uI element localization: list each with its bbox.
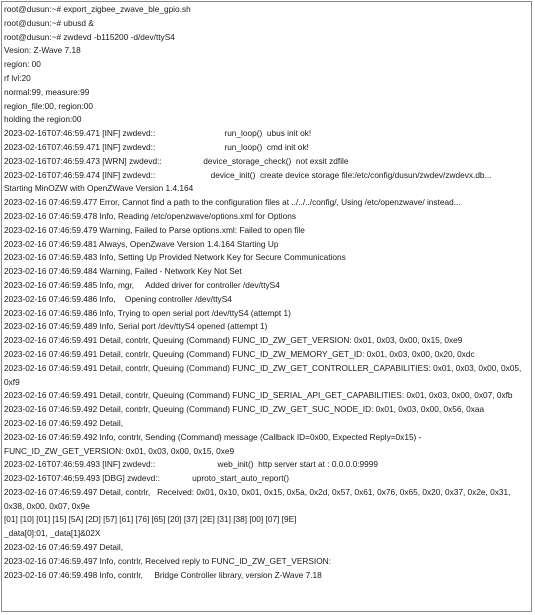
terminal-line: region_file:00, region:00: [4, 100, 94, 111]
terminal-line: 2023-02-16 07:46:59.477 Error, Cannot find a path to the configuration files at ../../../config/, Using /etc/openzwave/ instead...: [4, 197, 461, 208]
terminal-line: 0x38, 0x00, 0x07, 0x9e: [4, 500, 90, 511]
terminal-line: 2023-02-16 07:46:59.478 Info, Reading /etc/openzwave/options.xml for Options: [4, 210, 296, 221]
terminal-line: 2023-02-16T07:46:59.474 [INF] zwdevd:: device_init() create device storage file:/etc/config/dusun/zwdev/zwdevx.db...: [4, 169, 492, 180]
terminal-line: root@dusun:~# ubusd &: [4, 17, 94, 28]
terminal-line: normal:99, measure:99: [4, 86, 90, 97]
terminal-line: 2023-02-16 07:46:59.498 Info, contrlr, Bridge Controller library, version Z-Wave 7.18: [4, 569, 322, 580]
terminal-line: 2023-02-16 07:46:59.491 Detail, contrlr, Queuing (Command) FUNC_ID_ZW_GET_VERSION: 0x01, 0x03, 0x00, 0x15, 0xe9: [4, 335, 463, 346]
terminal-line: 0xf9: [4, 376, 20, 387]
terminal-line: [01] [10] [01] [15] [5A] [2D] [57] [61] [76] [65] [20] [37] [2E] [31] [38] [00] [07] [9E]: [4, 514, 297, 525]
terminal-line: 2023-02-16 07:46:59.497 Detail, contrlr, Received: 0x01, 0x10, 0x01, 0x15, 0x5a, 0x2d, 0x57, 0x61, 0x76, 0x65, 0x20, 0x37, 0x2e, 0x31,: [4, 486, 511, 497]
terminal-line: 2023-02-16 07:46:59.486 Info, Trying to open serial port /dev/ttyS4 (attempt 1): [4, 307, 291, 318]
terminal-line: Vesion: Z-Wave 7.18: [4, 45, 81, 56]
terminal-line: 2023-02-16 07:46:59.491 Detail, contrlr, Queuing (Command) FUNC_ID_ZW_GET_CONTROLLER_CAPABILITIES: 0x01, 0x03, 0x00, 0x05,: [4, 362, 522, 373]
terminal-line: 2023-02-16T07:46:59.493 [INF] zwdevd:: web_init() http server start at : 0.0.0.0:9999: [4, 459, 379, 470]
terminal-line: 2023-02-16 07:46:59.481 Always, OpenZwave Version 1.4.164 Starting Up: [4, 238, 279, 249]
terminal-line: 2023-02-16 07:46:59.492 Detail,: [4, 417, 124, 428]
terminal-line: 2023-02-16 07:46:59.491 Detail, contrlr, Queuing (Command) FUNC_ID_ZW_MEMORY_GET_ID: 0x01, 0x03, 0x00, 0x20, 0xdc: [4, 348, 475, 359]
terminal-line: rf lvl:20: [4, 72, 31, 83]
terminal-line: 2023-02-16 07:46:59.483 Info, Setting Up Provided Network Key for Secure Communications: [4, 252, 346, 263]
terminal-line: _data[0]:01, _data[1]&02X: [4, 528, 101, 539]
terminal-window[interactable]: [1, 1, 532, 612]
terminal-line: holding the region:00: [4, 114, 82, 125]
terminal-line: 2023-02-16 07:46:59.497 Info, contrlr, Received reply to FUNC_ID_ZW_GET_VERSION:: [4, 555, 331, 566]
terminal-line: 2023-02-16 07:46:59.497 Detail,: [4, 542, 124, 553]
terminal-line: region: 00: [4, 59, 41, 70]
terminal-line: 2023-02-16 07:46:59.491 Detail, contrlr, Queuing (Command) FUNC_ID_SERIAL_API_GET_CAPABILITIES: 0x01, 0x03, 0x00, 0x07, 0xfb: [4, 390, 513, 401]
terminal-line: 2023-02-16T07:46:59.473 [WRN] zwdevd:: device_storage_check() not exsit zdfile: [4, 155, 349, 166]
terminal-line: FUNC_ID_ZW_GET_VERSION: 0x01, 0x03, 0x00, 0x15, 0xe9: [4, 445, 235, 456]
terminal-line: root@dusun:~# export_zigbee_zwave_ble_gpio.sh: [4, 4, 191, 14]
terminal-line: 2023-02-16T07:46:59.471 [INF] zwdevd:: run_loop() ubus init ok!: [4, 128, 312, 139]
terminal-line: 2023-02-16 07:46:59.492 Info, contrlr, Sending (Command) message (Callback ID=0x00, Expected Reply=0x15) -: [4, 431, 422, 442]
terminal-line: Starting MinOZW with OpenZWave Version 1.4.164: [4, 183, 194, 194]
terminal-line: 2023-02-16 07:46:59.485 Info, mgr, Added driver for controller /dev/ttyS4: [4, 279, 280, 290]
terminal-output: [2, 2, 531, 582]
terminal-line: 2023-02-16 07:46:59.479 Warning, Failed to Parse options.xml: Failed to open file: [4, 224, 305, 235]
terminal-line: 2023-02-16 07:46:59.484 Warning, Failed - Network Key Not Set: [4, 266, 242, 277]
terminal-line: 2023-02-16T07:46:59.493 [DBG] zwdevd:: uproto_start_auto_report(): [4, 473, 290, 484]
terminal-line: 2023-02-16T07:46:59.471 [INF] zwdevd:: run_loop() cmd init ok!: [4, 141, 309, 152]
terminal-line: 2023-02-16 07:46:59.486 Info, Opening controller /dev/ttyS4: [4, 293, 232, 304]
terminal-line: root@dusun:~# zwdevd -b115200 -d/dev/ttyS4: [4, 31, 175, 42]
terminal-line: 2023-02-16 07:46:59.489 Info, Serial port /dev/ttyS4 opened (attempt 1): [4, 321, 268, 332]
terminal-line: 2023-02-16 07:46:59.492 Detail, contrlr, Queuing (Command) FUNC_ID_ZW_GET_SUC_NODE_ID: 0x01, 0x03, 0x00, 0x56, 0xaa: [4, 404, 485, 415]
